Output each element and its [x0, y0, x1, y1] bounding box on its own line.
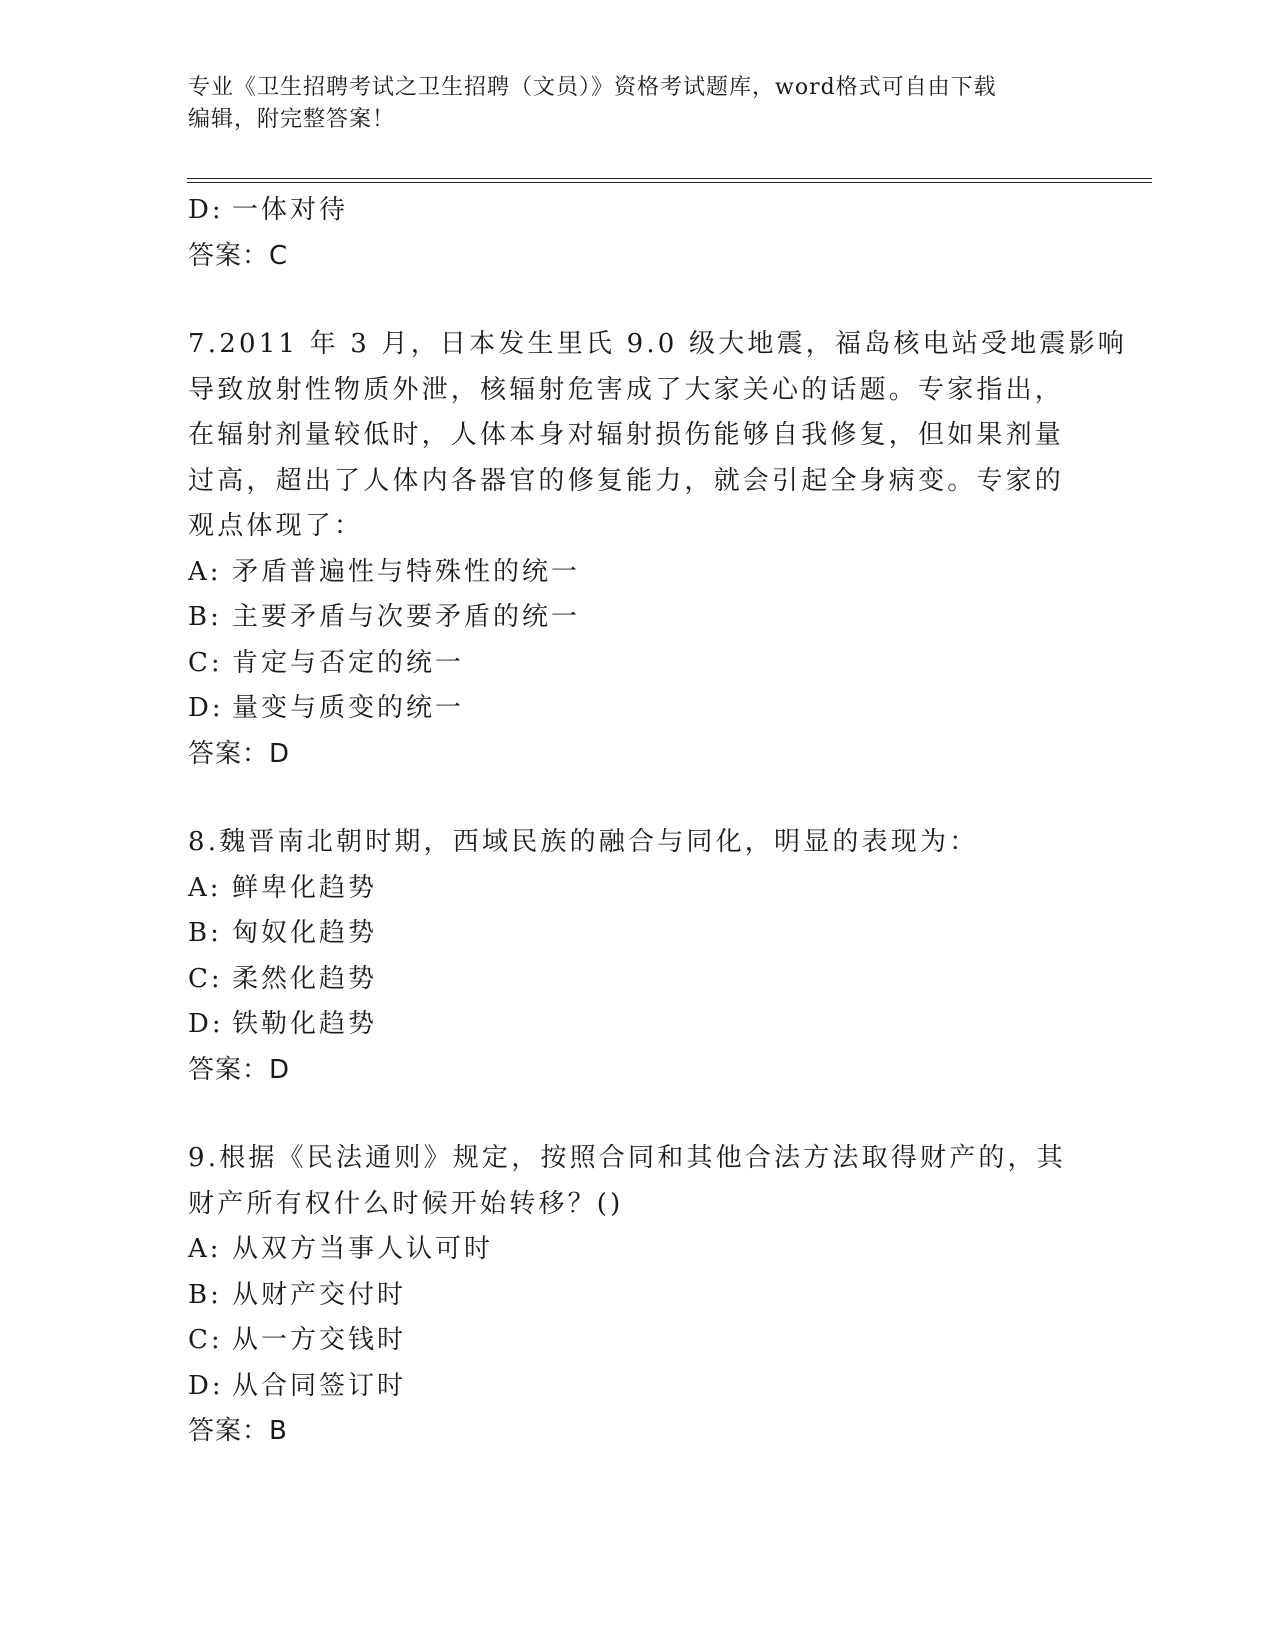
- option-b: [188, 1273, 1088, 1319]
- option-text: 匈奴化趋势: [232, 918, 378, 948]
- option-key: A:: [188, 872, 222, 903]
- question-7: [188, 322, 1127, 777]
- question-text: [188, 1136, 1088, 1227]
- option-text: 柔然化趋势: [232, 963, 378, 994]
- answer-line: 答案：D: [188, 1054, 291, 1085]
- answer-line: 答案：B: [188, 1416, 288, 1446]
- option-text: 主要矛盾与次要矛盾的统一: [232, 602, 581, 632]
- option-b: [188, 595, 1088, 641]
- option-text: 一体对待: [232, 195, 349, 225]
- option-key: D:: [188, 1009, 224, 1039]
- question-text: [188, 322, 1127, 550]
- question-9: [188, 1136, 1088, 1455]
- question-line: 导致放射性物质外泄，核辐射危害成了大家关心的话题。专家指出，: [188, 374, 1065, 405]
- option-b: [188, 911, 1088, 957]
- question-line: 7.2011 年 3 月，日本发生里氏 9.0 级大地震，福岛核电站受地震影响: [188, 329, 1127, 359]
- option-text: 肯定与否定的统一: [232, 647, 465, 678]
- option-text: 从双方当事人认可时: [232, 1234, 494, 1264]
- option-key: B:: [188, 1279, 222, 1310]
- question-text: [188, 820, 1088, 866]
- option-text: 从一方交钱时: [232, 1325, 407, 1355]
- option-c: [188, 641, 1088, 687]
- option-c: [188, 1318, 1088, 1364]
- option-key: D:: [188, 693, 224, 723]
- question-line: 观点体现了：: [188, 511, 364, 541]
- spacer: [188, 1093, 1088, 1136]
- prev-question: [188, 188, 1088, 279]
- question-line: 9.根据《民法通则》规定，按照合同和其他合法方法取得财产的，其: [188, 1143, 1067, 1173]
- option-key: B:: [188, 602, 222, 632]
- option-key: C:: [188, 647, 223, 678]
- option-text: 从财产交付时: [232, 1279, 407, 1310]
- header-line-1: 专业《卫生招聘考试之卫生招聘（文员）》资格考试题库，word格式可自由下载: [188, 75, 997, 100]
- question-line: 8.魏晋南北朝时期，西域民族的融合与同化，明显的表现为：: [188, 827, 979, 857]
- option-key: D:: [188, 195, 224, 225]
- option-text: 从合同签订时: [232, 1370, 407, 1401]
- option-text: 鲜卑化趋势: [232, 872, 378, 903]
- question-line: 过高，超出了人体内各器官的修复能力，就会引起全身病变。专家的: [188, 465, 1065, 496]
- option-key: C:: [188, 963, 223, 994]
- header-double-rule: [187, 178, 1152, 183]
- question-line: 在辐射剂量较低时，人体本身对辐射损伤能够自我修复，但如果剂量: [188, 420, 1065, 450]
- option-a: [188, 550, 1088, 596]
- question-8: [188, 820, 1088, 1093]
- option-key: A:: [188, 556, 222, 587]
- option-d: [188, 686, 1088, 732]
- option-d: [188, 188, 1088, 234]
- spacer: [188, 777, 1088, 820]
- document-header: [188, 72, 1088, 136]
- option-a: [188, 1227, 1088, 1273]
- document-body: [188, 188, 1127, 1455]
- option-d: [188, 1364, 1088, 1410]
- option-c: [188, 957, 1088, 1003]
- option-text: 量变与质变的统一: [232, 693, 465, 723]
- answer-line: 答案：D: [188, 738, 291, 769]
- option-key: C:: [188, 1325, 223, 1355]
- option-text: 矛盾普遍性与特殊性的统一: [232, 556, 581, 587]
- spacer: [188, 279, 1088, 322]
- option-key: D:: [188, 1370, 224, 1401]
- answer-line: 答案：C: [188, 240, 289, 271]
- option-key: A:: [188, 1234, 222, 1264]
- option-a: [188, 866, 1088, 912]
- option-d: [188, 1002, 1088, 1048]
- option-key: B:: [188, 918, 222, 948]
- question-line: 财产所有权什么时候开始转移？(): [188, 1188, 624, 1219]
- option-text: 铁勒化趋势: [232, 1009, 378, 1039]
- header-line-2: 编辑，附完整答案！: [188, 107, 396, 132]
